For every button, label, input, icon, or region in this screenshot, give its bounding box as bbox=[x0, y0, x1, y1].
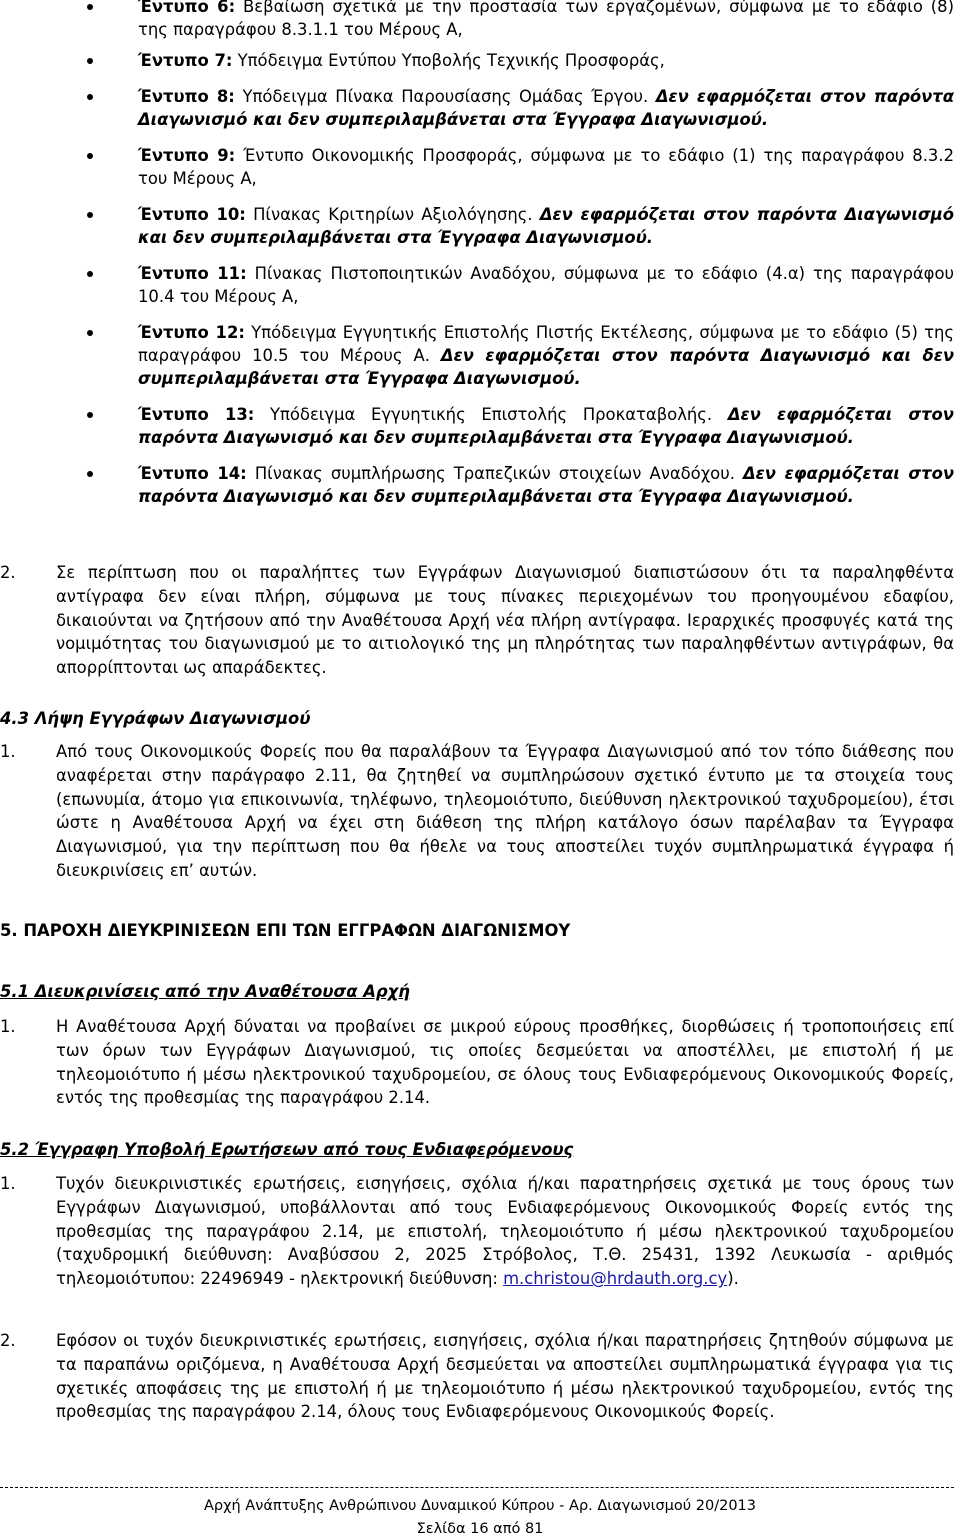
bullet-item-form-9 bbox=[0, 144, 960, 190]
paragraph-text: Εφόσον οι τυχόν διευκρινιστικές ερωτήσεις, εισηγήσεις, σχόλια ή/και παρατηρήσεις ζητηθούν σύμφωνα με τα παραπάνω οριζόμενα, η Αναθέτουσα Αρχή δεσμεύεται να αποστείλει συμπληρωματικά έγγραφα για τις σχετικές αποφάσεις της με επιστολή ή με τηλεομοιότυπο ή μέσω ηλεκτρονικού ταχυδρομείου, εντός της προθεσμίας της παραγράφου 2.14, όλους τους Ενδιαφερόμενους Οικονομικούς Φορείς. bbox=[56, 1331, 954, 1422]
form-text: Υπόδειγμα Εγγυητικής Επιστολής Πιστής Εκτέλεσης, σύμφωνα με το εδάφιο (5) της παραγράφου 10.5 του Μέρους Α. bbox=[138, 323, 954, 365]
form-label: Έντυπο 6: bbox=[138, 0, 236, 16]
bullet-icon bbox=[87, 330, 93, 336]
form-label: Έντυπο 10: bbox=[138, 205, 246, 224]
paragraph-text bbox=[56, 1172, 954, 1291]
form-text: Υπόδειγμα Πίνακα Παρουσίασης Ομάδας Έργου. bbox=[234, 87, 656, 106]
form-text: Πίνακας Πιστοποιητικών Αναδόχου, σύμφωνα με το εδάφιο (4.α) της παραγράφου 10.4 του Μέρους Α, bbox=[138, 264, 954, 306]
bullet-icon bbox=[87, 94, 93, 100]
form-label: Έντυπο 13: bbox=[138, 405, 255, 424]
section-title: 5.1 Διευκρινίσεις από την Αναθέτουσα Αρχή bbox=[0, 982, 410, 1001]
section-heading-5-1 bbox=[0, 980, 410, 1004]
form-text: Υπόδειγμα Εντύπου Υποβολής Τεχνικής Προσφοράς, bbox=[232, 51, 665, 70]
paragraph-5-2-1 bbox=[0, 1172, 960, 1291]
paragraph-number: 2. bbox=[0, 563, 16, 582]
bullet-icon bbox=[87, 153, 93, 159]
form-note: Δεν εφαρμόζεται στον παρόντα Διαγωνισμό και δεν συμπεριλαμβάνεται στα Έγγραφα Διαγωνισμού. bbox=[138, 405, 954, 447]
form-text: Υπόδειγμα Εγγυητικής Επιστολής Προκαταβολής. bbox=[254, 405, 728, 424]
bullet-icon bbox=[87, 271, 93, 277]
form-note: Δεν εφαρμόζεται στον παρόντα Διαγωνισμό και δεν συμπεριλαμβάνεται στα Έγγραφα Διαγωνισμού. bbox=[138, 464, 954, 506]
paragraph-5-2-2 bbox=[0, 1329, 960, 1424]
form-text: Έντυπο Οικονομικής Προσφοράς, σύμφωνα με το εδάφιο (1) της παραγράφου 8.3.2 του Μέρους Α, bbox=[138, 146, 954, 188]
bullet-item-form-8 bbox=[0, 85, 960, 131]
paragraph-number: 1. bbox=[0, 742, 16, 761]
form-label: Έντυπο 9: bbox=[138, 146, 236, 165]
bullet-item-form-11 bbox=[0, 262, 960, 308]
section-heading-4-3 bbox=[0, 707, 310, 731]
bullet-icon bbox=[87, 212, 93, 218]
paragraph-text-body: Τυχόν διευκρινιστικές ερωτήσεις, εισηγήσεις, σχόλια ή/και παρατηρήσεις σχετικά με τους όρους των Εγγράφων Διαγωνισμού, υποβάλλονται από τους Ενδιαφερόμενους Οικονομικούς Φορείς εντός της προθεσμίας της παραγράφου 2.14, με επιστολή, τηλεομοιότυπο ή μέσω ηλεκτρονικού ταχυδρομείου (ταχυδρομική διεύθυνση: Αναβύσσου 2, 2025 Στρόβολος, Τ.Θ. 25431, 1392 Λευκωσία - αριθμός τηλεομοιότυπου: 22496949 - ηλεκτρονική διεύθυνση: bbox=[56, 1174, 954, 1289]
bullet-icon bbox=[87, 471, 93, 477]
form-note: Δεν εφαρμόζεται στον παρόντα Διαγωνισμό και δεν συμπεριλαμβάνεται στα Έγγραφα Διαγωνισμού. bbox=[138, 205, 954, 247]
form-text: Πίνακας Κριτηρίων Αξιολόγησης. bbox=[245, 205, 540, 224]
bullet-item-form-10 bbox=[0, 203, 960, 249]
paragraph-5-1-1 bbox=[0, 1015, 960, 1110]
form-label: Έντυπο 11: bbox=[138, 264, 247, 283]
form-label: Έντυπο 12: bbox=[138, 323, 245, 342]
form-label: Έντυπο 7: bbox=[138, 51, 233, 70]
bullet-item-form-12 bbox=[0, 321, 960, 390]
form-text: Βεβαίωση σχετικά με την προστασία των εργαζομένων, σύμφωνα με το εδάφιο (8) της παραγράφου 8.3.1.1 του Μέρους Α, bbox=[138, 0, 954, 39]
paragraph-text: Η Αναθέτουσα Αρχή δύναται να προβαίνει σε μικρού εύρους προσθήκες, διορθώσεις ή τροποποιήσεις επί των όρων των Εγγράφων Διαγωνισμού, τις οποίες δεσμεύεται να αποστέλλει, με επιστολή ή με τηλεομοιότυπο ή μέσω ηλεκτρονικού ταχυδρομείου, σε όλους τους Ενδιαφερόμενους Οικονομικούς Φορείς, εντός της προθεσμίας της παραγράφου 2.14. bbox=[56, 1017, 954, 1108]
bullet-item-form-14 bbox=[0, 462, 960, 508]
paragraph-text: Σε περίπτωση που οι παραλήπτες των Εγγράφων Διαγωνισμού διαπιστώσουν ότι τα παραληφθέντα αντίγραφα δεν είναι πλήρη, σύμφωνα με τους πίνακες περιεχομένων του προηγουμένου εδαφίου, δικαιούνται να ζητήσουν από την Αναθέτουσα Αρχή νέα πλήρη αντίγραφα. Ιεραρχικές προσφυγές κατά της νομιμότητας του διαγωνισμού με το αιτιολογικό της μη πληρότητας των παραληφθέντων αντιγράφων, θα απορρίπτονται ως απαράδεκτες. bbox=[56, 563, 954, 678]
section-title: 5.2 Έγγραφη Υποβολή Ερωτήσεων από τους Ενδιαφερόμενους bbox=[0, 1140, 574, 1159]
section-heading-5-2 bbox=[0, 1138, 573, 1162]
paragraph-2 bbox=[0, 561, 960, 680]
footer-organization: Αρχή Ανάπτυξης Ανθρώπινου Δυναμικού Κύπρου - Αρ. Διαγωνισμού 20/2013 bbox=[204, 1498, 756, 1514]
paragraph-number: 1. bbox=[0, 1174, 16, 1193]
form-label: Έντυπο 8: bbox=[138, 87, 235, 106]
paragraph-text: Από τους Οικονομικούς Φορείς που θα παραλάβουν τα Έγγραφα Διαγωνισμού από τον τόπο διάθεσης που αναφέρεται στην παράγραφο 2.11, θα ζητηθεί να συμπληρώσουν σχετικό έντυπο με τα στοιχεία τους (επωνυμία, άτομο για επικοινωνία, τηλέφωνο, τηλεομοιότυπο, διεύθυνση ηλεκτρονικού ταχυδρομείου), έτσι ώστε η Αναθέτουσα Αρχή να έχει στη διάθεση της πλήρη κατάλογο όσων παρέλαβαν τα Έγγραφα Διαγωνισμού, για την περίπτωση που θα ήθελε να τους αποστείλει τυχόν συμπληρωματικά έγγραφα ή διευκρινίσεις επ’ αυτών. bbox=[56, 742, 954, 880]
bullet-item-form-7 bbox=[0, 49, 960, 72]
section-heading-5 bbox=[0, 919, 570, 943]
footer-page-number: Σελίδα 16 από 81 bbox=[416, 1521, 544, 1537]
bullet-icon bbox=[87, 58, 93, 64]
form-note: Δεν εφαρμόζεται στον παρόντα Διαγωνισμό και δεν συμπεριλαμβάνεται στα Έγγραφα Διαγωνισμού. bbox=[138, 87, 954, 129]
form-note: Δεν εφαρμόζεται στον παρόντα Διαγωνισμό και δεν συμπεριλαμβάνεται στα Έγγραφα Διαγωνισμού. bbox=[138, 346, 954, 388]
bullet-icon bbox=[87, 412, 93, 418]
form-label: Έντυπο 14: bbox=[138, 464, 247, 483]
section-title: 5. ΠΑΡΟΧΗ ΔΙΕΥΚΡΙΝΙΣΕΩΝ ΕΠΙ ΤΩΝ ΕΓΓΡΑΦΩΝ ΔΙΑΓΩΝΙΣΜΟΥ bbox=[0, 921, 571, 940]
forms-bullet-list bbox=[0, 0, 960, 521]
footer-divider bbox=[0, 1487, 954, 1488]
bullet-item-form-6 bbox=[0, 0, 960, 41]
email-link[interactable]: m.christou@hrdauth.org.cy bbox=[503, 1269, 728, 1289]
paragraph-text-tail: ). bbox=[727, 1269, 739, 1289]
paragraph-4-3-1 bbox=[0, 740, 960, 883]
paragraph-number: 1. bbox=[0, 1017, 16, 1036]
bullet-item-form-13 bbox=[0, 403, 960, 449]
form-text: Πίνακας συμπλήρωσης Τραπεζικών στοιχείων Αναδόχου. bbox=[246, 464, 743, 483]
bullet-icon bbox=[87, 4, 93, 10]
paragraph-number: 2. bbox=[0, 1331, 16, 1350]
section-title: 4.3 Λήψη Εγγράφων Διαγωνισμού bbox=[0, 709, 311, 728]
